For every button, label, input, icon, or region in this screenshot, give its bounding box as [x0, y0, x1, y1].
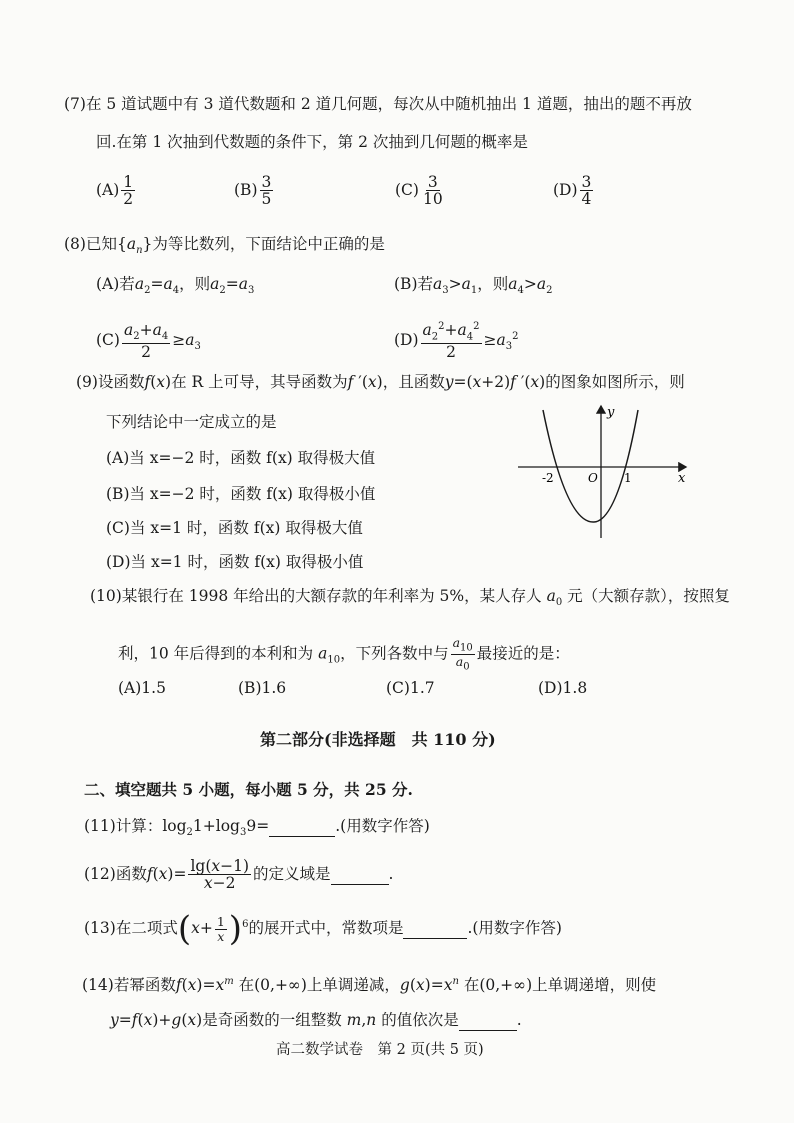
q13: (13)在二项式(x+ $\frac{1}{x}$ )$^6$的展开式中，常数项是 .(用数字作答) [84, 909, 562, 949]
q10-line1: (10)某银行在 1998 年给出的大额存款的年利率为 5%，某人存人 $a_0$ 元（大额存款），按照复 [90, 587, 730, 609]
origin-label: O [588, 471, 598, 485]
q14-answer-blank[interactable] [459, 1010, 517, 1031]
q10-option-c: (C)1.7 [386, 679, 435, 697]
q12: (12)函数f(x)= $\frac{\lg(x-1)}{x-2}$ 的定义域是 . [84, 857, 394, 893]
tick-label-1: 1 [624, 471, 632, 485]
q7-option-a: (A) $\frac{1}{2}$ [96, 173, 134, 209]
q8-stem: (8)已知$\{a_n\}$为等比数列，下面结论中正确的是 [64, 235, 385, 257]
q10-option-a: (A)1.5 [118, 679, 166, 697]
q9-line1: (9)设函数f(x)在 R 上可导，其导函数为f ′(x)，且函数y=(x+2)f ′(x)的图象如图所示，则 [76, 373, 685, 391]
q11: (11)计算：$\log_21+\log_39=$ .(用数字作答) [84, 817, 430, 839]
x-axis-label: x [678, 471, 686, 486]
q7-line2: 回.在第 1 次抽到代数题的条件下，第 2 次抽到几何题的概率是 [96, 133, 528, 151]
y-axis-label: y [607, 405, 615, 420]
q9-option-b: (B)当 x=−2 时，函数 f(x) 取得极小值 [106, 485, 376, 503]
parabola-curve [543, 410, 638, 522]
q8-option-c: (C) $\frac{a_2+a_4}{2}$ $\ge a_3$ [96, 321, 201, 361]
q11-answer-blank[interactable] [269, 816, 335, 837]
page-footer: 高二数学试卷 第 2 页(共 5 页) [276, 1042, 484, 1058]
q14-line1: (14)若幂函数$f(x)=x^m$ 在(0,+∞)上单调递减，$g(x)=x^n$ 在(0,+∞)上单调递增，则使 [82, 976, 657, 995]
section2-heading: 二、填空题共 5 小题，每小题 5 分，共 25 分. [84, 780, 413, 799]
q10-option-b: (B)1.6 [238, 679, 287, 697]
q14-line2: y=f(x)+g(x)是奇函数的一组整数 m,n 的值依次是 . [110, 1011, 522, 1029]
q8-option-b: (B)若$a_3>a_1$，则$a_4>a_2$ [394, 275, 553, 297]
q7-option-d: (D) $\frac{3}{4}$ [553, 173, 592, 209]
q7-line1: (7)在 5 道试题中有 3 道代数题和 2 道几何题，每次从中随机抽出 1 道题，抽出的题不再放 [64, 95, 692, 113]
part2-title: 第二部分(非选择题 共 110 分) [260, 730, 496, 749]
q12-answer-blank[interactable] [331, 864, 389, 885]
q9-option-d: (D)当 x=1 时，函数 f(x) 取得极小值 [106, 553, 364, 571]
q9-line2: 下列结论中一定成立的是 [106, 413, 277, 431]
q9-graph [510, 400, 700, 540]
q9-option-a: (A)当 x=−2 时，函数 f(x) 取得极大值 [106, 449, 376, 467]
q9-option-c: (C)当 x=1 时，函数 f(x) 取得极大值 [106, 519, 363, 537]
q8-option-a: (A)若$a_2=a_4$，则$a_2=a_3$ [96, 275, 255, 297]
q8-option-d: (D) $\frac{a_2^2+a_4^2}{2}$ $\ge a_3^2$ [394, 321, 519, 361]
q10-option-d: (D)1.8 [538, 679, 588, 697]
q10-line2: 利，10 年后得到的本利和为 $a_{10}$，下列各数中与 $\frac{a_{10}}{a_0}$ 最接近的是： [118, 635, 570, 673]
q7-option-b: (B) $\frac{3}{5}$ [234, 173, 272, 209]
tick-label-neg2: -2 [542, 471, 554, 485]
q7-option-c: (C) $\frac{3}{10}$ [395, 173, 443, 209]
q13-answer-blank[interactable] [403, 918, 467, 939]
